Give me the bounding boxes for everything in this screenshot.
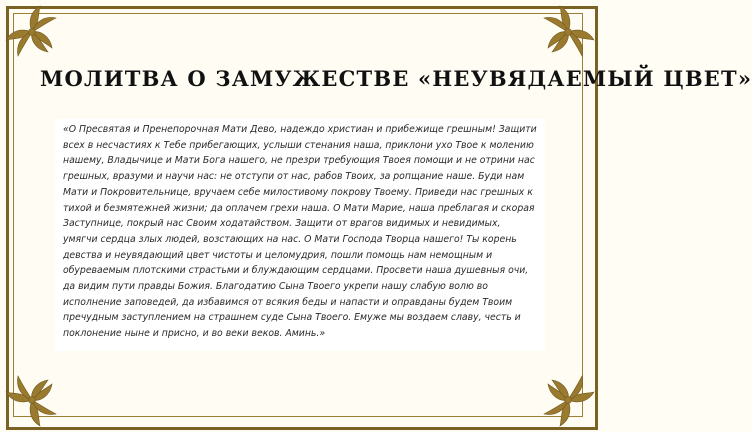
corner-ornament-bottom-left-icon: [0, 368, 64, 432]
page-title: МОЛИТВА О ЗАМУЖЕСТВЕ «НЕУВЯДАЕМЫЙ ЦВЕТ»: [40, 66, 752, 91]
corner-ornament-bottom-right-icon: [536, 368, 600, 432]
corner-ornament-top-right-icon: [536, 0, 600, 64]
prayer-text: «О Пресвятая и Пренепорочная Мати Дево, надеждо христиан и прибежище грешным! Защити всех в несчастиях к Тебе прибегающих, услыши стенания наша, приклони ухо Твое к молению нашему, Владычице и Мати Бога нашего, не презри требующия Твоея помощи и не отрини нас грешных, вразуми и научи нас: не отступи от нас, рабов Твоих, за ропщание наше. Буди нам Мати и Покровительнице, вручаем себе милостивому покрову Твоему. Приведи нас грешных к тихой и безмятежней жизни; да оплачем грехи наша. О Мати Марие, наша преблагая и скорая Заступнице, покрый нас Своим ходатайством. Защити от врагов видимых и невидимых, умягчи сердца злых людей, возстающих на нас. О Мати Господа Творца нашего! Ты корень девства и неувядающий цвет чистоты и целомудрия, пошли помощь нам немощным и обуреваемым плотскими страстьми и блуждающим сердцами. Просвети наша душевныя очи, да видим пути правды Божия. Благодатию Сына Твоего укрепи нашу слабую волю во исполнение заповедей, да избавимся от всякия беды и напасти и оправданы будем Твоим пречудным заступлением на страшнем суде Сына Твоего. Емуже мы воздаем славу, честь и поклонение ныне и присно, и во веки веков. Аминь.»: [63, 124, 537, 340]
prayer-text-box: [55, 119, 545, 351]
corner-ornament-top-left-icon: [0, 0, 64, 64]
